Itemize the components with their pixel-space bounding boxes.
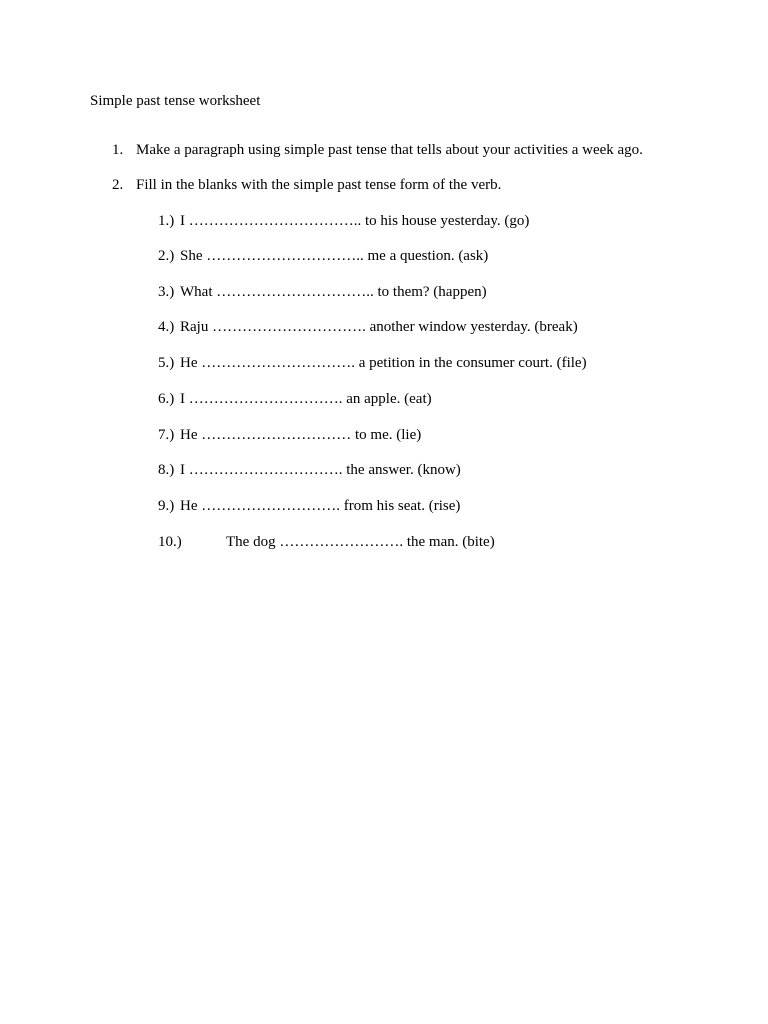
blank-item-1 xyxy=(158,213,529,230)
blank-sentence: I …………………………. an apple. (eat) xyxy=(180,391,432,407)
question-text: Fill in the blanks with the simple past tense form of the verb. xyxy=(136,177,502,193)
blank-number: 4.) xyxy=(158,319,175,335)
blank-sentence: He ………………………. from his seat. (rise) xyxy=(180,498,461,514)
blank-number: 7.) xyxy=(158,427,175,443)
blank-sentence: The dog ……………………. the man. (bite) xyxy=(226,534,495,550)
worksheet-title: Simple past tense worksheet xyxy=(90,93,261,109)
blank-sentence: Raju …………………………. another window yesterday. (break) xyxy=(180,319,578,335)
blank-item-6 xyxy=(158,391,432,408)
blank-number: 2.) xyxy=(158,248,175,264)
blank-number: 9.) xyxy=(158,498,175,514)
question-item-1 xyxy=(112,142,643,159)
blank-item-9 xyxy=(158,498,460,515)
blank-item-10 xyxy=(158,534,495,551)
blank-number: 10.) xyxy=(158,534,182,550)
blank-item-5 xyxy=(158,355,587,372)
blank-sentence: What ………………………….. to them? (happen) xyxy=(180,284,487,300)
blank-number: 8.) xyxy=(158,462,175,478)
blank-sentence: I …………………………….. to his house yesterday. (go) xyxy=(180,213,530,229)
blank-sentence: She ………………………….. me a question. (ask) xyxy=(180,248,489,264)
blank-sentence: He ………………………… to me. (lie) xyxy=(180,427,422,443)
blank-item-8 xyxy=(158,462,461,479)
blank-sentence: He …………………………. a petition in the consumer court. (file) xyxy=(180,355,587,371)
blank-item-4 xyxy=(158,319,578,336)
blank-number: 5.) xyxy=(158,355,175,371)
blank-sentence: I …………………………. the answer. (know) xyxy=(180,462,461,478)
blank-number: 6.) xyxy=(158,391,175,407)
blank-number: 3.) xyxy=(158,284,175,300)
question-number: 1. xyxy=(112,142,124,158)
question-item-2 xyxy=(112,177,501,194)
blank-number: 1.) xyxy=(158,213,175,229)
question-text: Make a paragraph using simple past tense that tells about your activities a week ago. xyxy=(136,142,643,158)
blank-item-3 xyxy=(158,284,487,301)
blank-item-2 xyxy=(158,248,488,265)
question-number: 2. xyxy=(112,177,124,193)
blank-item-7 xyxy=(158,427,421,444)
